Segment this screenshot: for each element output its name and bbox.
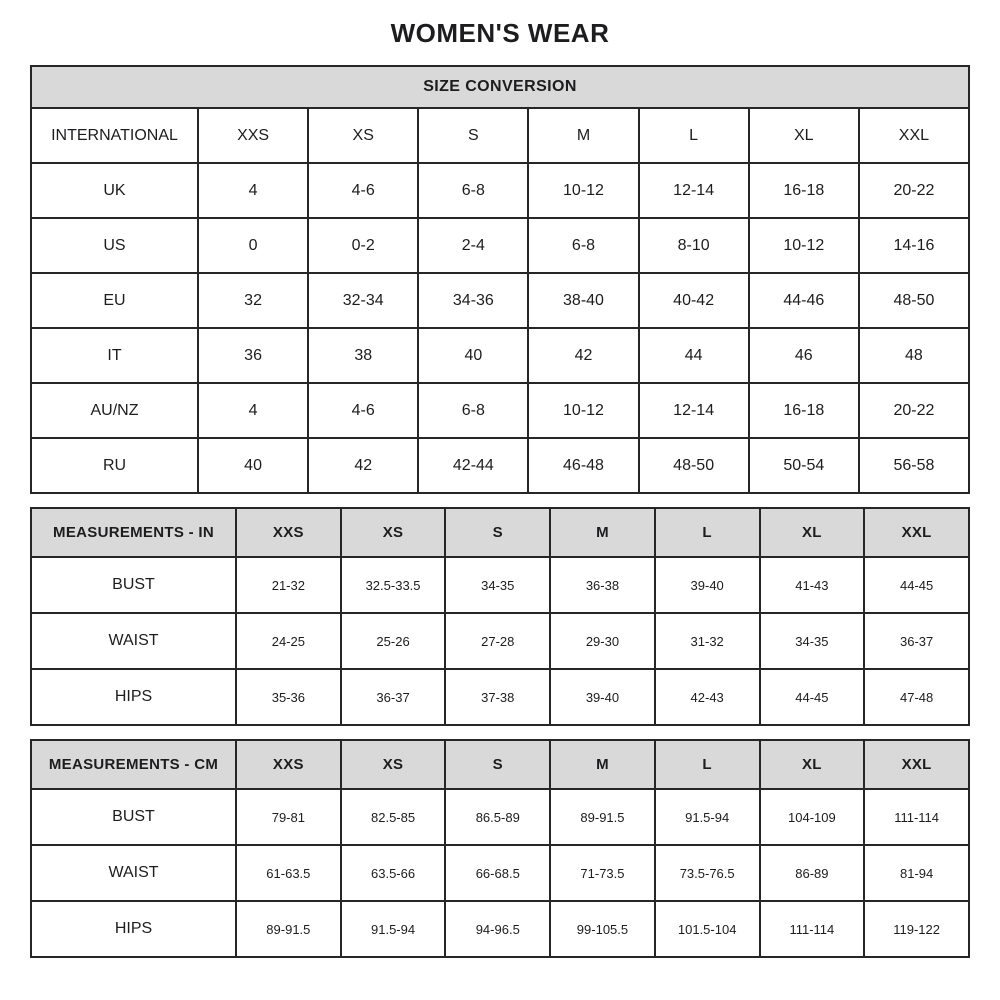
row-label: BUST (31, 557, 236, 613)
column-header-xs: XS (341, 740, 446, 789)
table-cell: 36-38 (550, 557, 655, 613)
column-header-l: L (639, 108, 749, 163)
table-row (31, 901, 969, 957)
table-cell: 10-12 (528, 383, 638, 438)
table-cell: 44-46 (749, 273, 859, 328)
table-cell: 82.5-85 (341, 789, 446, 845)
table-cell: 4-6 (308, 383, 418, 438)
table-cell: 104-109 (760, 789, 865, 845)
table-cell: 34-35 (445, 557, 550, 613)
table-cell: 46-48 (528, 438, 638, 493)
table-cell: 4 (198, 163, 308, 218)
table-row (31, 273, 969, 328)
table-cell: 79-81 (236, 789, 341, 845)
table-cell: 48-50 (639, 438, 749, 493)
table-cell: 36-37 (341, 669, 446, 725)
table-cell: 12-14 (639, 383, 749, 438)
table-cell: 16-18 (749, 163, 859, 218)
row-label: WAIST (31, 613, 236, 669)
row-label: WAIST (31, 845, 236, 901)
corner-header: INTERNATIONAL (31, 108, 198, 163)
table-cell: 99-105.5 (550, 901, 655, 957)
table-cell: 42 (528, 328, 638, 383)
column-header-xxs: XXS (236, 740, 341, 789)
column-header-m: M (550, 508, 655, 557)
row-label: UK (31, 163, 198, 218)
table-cell: 8-10 (639, 218, 749, 273)
table-row (31, 163, 969, 218)
table-header-row (31, 108, 969, 163)
table-cell: 101.5-104 (655, 901, 760, 957)
table-cell: 6-8 (528, 218, 638, 273)
table-cell: 42 (308, 438, 418, 493)
table-cell: 48-50 (859, 273, 969, 328)
column-header-xs: XS (308, 108, 418, 163)
table-cell: 42-44 (418, 438, 528, 493)
table-cell: 20-22 (859, 163, 969, 218)
row-label: HIPS (31, 669, 236, 725)
column-header-xs: XS (341, 508, 446, 557)
table-row (31, 383, 969, 438)
table-cell: 50-54 (749, 438, 859, 493)
table-cell: 44 (639, 328, 749, 383)
column-header-xl: XL (760, 508, 865, 557)
column-header-l: L (655, 740, 760, 789)
table-cell: 42-43 (655, 669, 760, 725)
table-row (31, 789, 969, 845)
size-conversion-table (30, 65, 970, 494)
table-cell: 29-30 (550, 613, 655, 669)
table-title: SIZE CONVERSION (31, 66, 969, 108)
corner-header: MEASUREMENTS - CM (31, 740, 236, 789)
table-cell: 86.5-89 (445, 789, 550, 845)
table-row (31, 438, 969, 493)
table-cell: 39-40 (550, 669, 655, 725)
table-cell: 66-68.5 (445, 845, 550, 901)
row-label: IT (31, 328, 198, 383)
table-cell: 27-28 (445, 613, 550, 669)
table-cell: 63.5-66 (341, 845, 446, 901)
table-cell: 91.5-94 (655, 789, 760, 845)
table-cell: 44-45 (864, 557, 969, 613)
table-cell: 2-4 (418, 218, 528, 273)
column-header-s: S (445, 508, 550, 557)
column-header-m: M (528, 108, 638, 163)
table-cell: 89-91.5 (550, 789, 655, 845)
table-cell: 40-42 (639, 273, 749, 328)
table-cell: 89-91.5 (236, 901, 341, 957)
table-cell: 10-12 (749, 218, 859, 273)
table-cell: 31-32 (655, 613, 760, 669)
table-row (31, 613, 969, 669)
table-cell: 10-12 (528, 163, 638, 218)
table-cell: 34-36 (418, 273, 528, 328)
table-row (31, 328, 969, 383)
table-cell: 46 (749, 328, 859, 383)
table-title-row (31, 66, 969, 108)
table-cell: 6-8 (418, 163, 528, 218)
column-header-s: S (445, 740, 550, 789)
measurements-inches-table (30, 507, 970, 726)
table-cell: 94-96.5 (445, 901, 550, 957)
table-cell: 38 (308, 328, 418, 383)
table-cell: 25-26 (341, 613, 446, 669)
row-label: HIPS (31, 901, 236, 957)
column-header-s: S (418, 108, 528, 163)
table-cell: 111-114 (864, 789, 969, 845)
row-label: RU (31, 438, 198, 493)
row-label: EU (31, 273, 198, 328)
table-cell: 71-73.5 (550, 845, 655, 901)
table-cell: 56-58 (859, 438, 969, 493)
table-cell: 40 (418, 328, 528, 383)
table-cell: 6-8 (418, 383, 528, 438)
table-cell: 4 (198, 383, 308, 438)
column-header-xxs: XXS (236, 508, 341, 557)
table-cell: 41-43 (760, 557, 865, 613)
corner-header: MEASUREMENTS - IN (31, 508, 236, 557)
table-cell: 34-35 (760, 613, 865, 669)
table-cell: 36 (198, 328, 308, 383)
table-cell: 37-38 (445, 669, 550, 725)
table-cell: 44-45 (760, 669, 865, 725)
table-cell: 61-63.5 (236, 845, 341, 901)
table-cell: 24-25 (236, 613, 341, 669)
row-label: AU/NZ (31, 383, 198, 438)
column-header-m: M (550, 740, 655, 789)
table-cell: 32 (198, 273, 308, 328)
table-header-row (31, 740, 969, 789)
table-cell: 119-122 (864, 901, 969, 957)
page-title: WOMEN'S WEAR (390, 18, 610, 48)
table-cell: 38-40 (528, 273, 638, 328)
table-cell: 32.5-33.5 (341, 557, 446, 613)
table-cell: 0-2 (308, 218, 418, 273)
table-header-row (31, 508, 969, 557)
column-header-xxl: XXL (859, 108, 969, 163)
row-label: BUST (31, 789, 236, 845)
table-row (31, 557, 969, 613)
table-row (31, 218, 969, 273)
table-cell: 47-48 (864, 669, 969, 725)
table-cell: 36-37 (864, 613, 969, 669)
measurements-centimeters-table (30, 739, 970, 958)
table-cell: 48 (859, 328, 969, 383)
table-cell: 4-6 (308, 163, 418, 218)
table-cell: 32-34 (308, 273, 418, 328)
table-cell: 14-16 (859, 218, 969, 273)
table-cell: 81-94 (864, 845, 969, 901)
table-row (31, 845, 969, 901)
column-header-xl: XL (749, 108, 859, 163)
table-cell: 40 (198, 438, 308, 493)
table-cell: 73.5-76.5 (655, 845, 760, 901)
column-header-xl: XL (760, 740, 865, 789)
table-cell: 35-36 (236, 669, 341, 725)
column-header-xxl: XXL (864, 508, 969, 557)
column-header-xxl: XXL (864, 740, 969, 789)
column-header-xxs: XXS (198, 108, 308, 163)
table-row (31, 669, 969, 725)
table-cell: 0 (198, 218, 308, 273)
row-label: US (31, 218, 198, 273)
table-cell: 91.5-94 (341, 901, 446, 957)
table-cell: 21-32 (236, 557, 341, 613)
table-cell: 39-40 (655, 557, 760, 613)
table-cell: 111-114 (760, 901, 865, 957)
table-cell: 16-18 (749, 383, 859, 438)
table-cell: 12-14 (639, 163, 749, 218)
column-header-l: L (655, 508, 760, 557)
table-cell: 20-22 (859, 383, 969, 438)
table-cell: 86-89 (760, 845, 865, 901)
